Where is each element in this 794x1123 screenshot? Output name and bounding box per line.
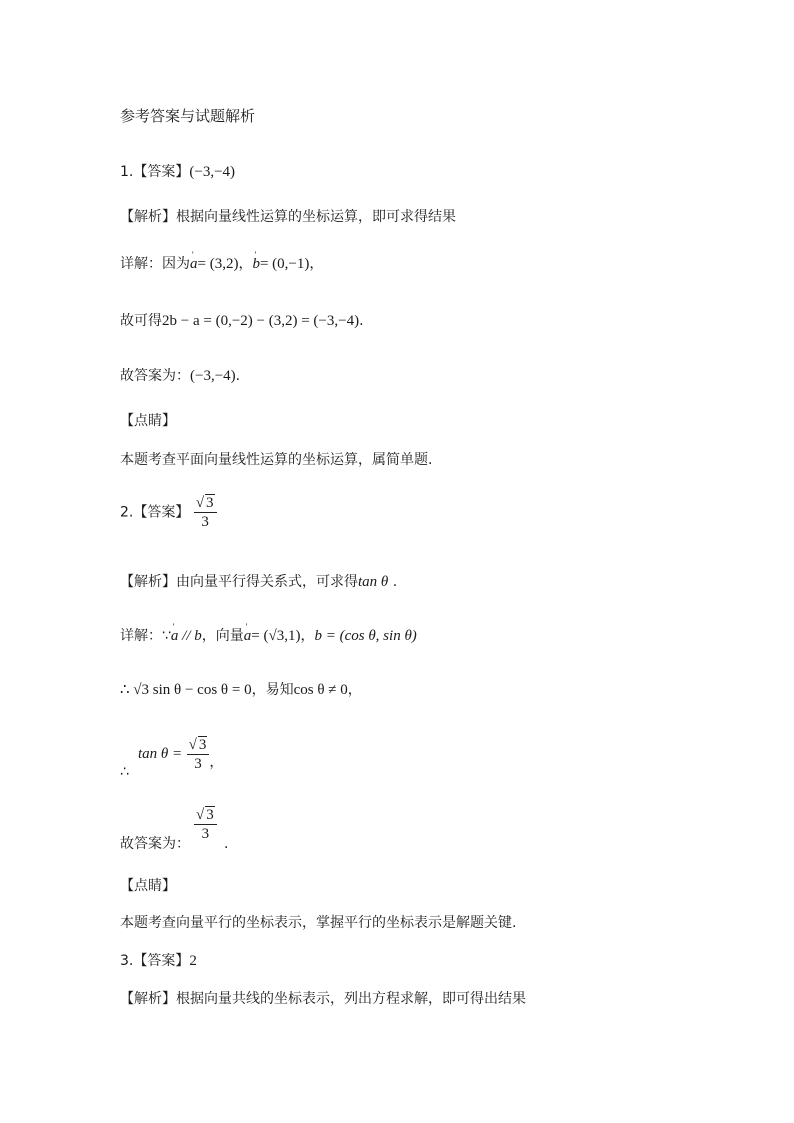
q2-a-equation: = (√3,1) (251, 628, 301, 644)
q2-step2-lhs: tan θ = (138, 746, 183, 762)
q2-analysis: 【解析】由向量平行得关系式，可求得 (120, 574, 358, 590)
q1-hence-expression: 2b − a = (0,−2) − (3,2) = (−3,−4) (162, 313, 360, 329)
q1-comment-title: 【点睛】 (120, 413, 176, 429)
q3-analysis: 【解析】根据向量共线的坐标表示，列出方程求解，即可得出结果 (120, 991, 526, 1007)
q2-step2-row: tan θ = $\frac{√ 3}{3}$ ， (138, 737, 224, 772)
page-heading: 参考答案与试题解析 (120, 107, 256, 125)
q3-answer-value: 2 (189, 953, 197, 969)
q2-analysis-row: 【解析】由向量平行得关系式，可求得tan θ . (120, 574, 398, 590)
q2-step1-row: ∴ √3 sin θ − cos θ = 0，易知cos θ ≠ 0， (120, 682, 362, 698)
q1-answer-row (120, 162, 235, 182)
vector-a: ' a (190, 254, 198, 274)
q1-b-equation: = (0,−1) (259, 256, 310, 272)
q3-answer-label: 3.【答案】 (120, 953, 190, 969)
q2-therefore: ∴ (120, 764, 129, 780)
q3-answer-row (120, 951, 197, 971)
q2-detail-row: 详解：∵' a // b，向量' a= (√3,1)，b = (cos θ, sin θ) (120, 626, 417, 646)
q2-comment: 本题考查向量平行的坐标表示，掌握平行的坐标表示是解题关键. (120, 915, 517, 931)
q2-step1-condition: cos θ ≠ 0 (293, 682, 348, 698)
q2-parallel: ' a // b (171, 626, 202, 646)
q2-detail-prefix: 详解：∵ (120, 628, 171, 644)
q2-comment-title: 【点睛】 (120, 878, 176, 894)
q2-vector-a: ' a (244, 626, 252, 646)
q2-answer-row (120, 494, 217, 531)
q2-vector-word: ，向量 (201, 628, 244, 644)
q2-step2-fraction: $\frac{√ 3}{3}$ (187, 736, 210, 773)
q2-analysis-math: tan θ (358, 574, 389, 590)
q1-final-value: (−3,−4) (190, 368, 236, 384)
q1-analysis: 【解析】根据向量线性运算的坐标运算，即可求得结果 (120, 209, 456, 225)
q1-answer-label: 1.【答案】 (120, 164, 190, 180)
q1-detail-prefix: 详解：因为 (120, 256, 190, 272)
q2-final-prefix: 故答案为： (120, 836, 190, 852)
q2-answer-label: 2.【答案】 (120, 504, 190, 521)
q1-final-prefix: 故答案为： (120, 368, 190, 384)
q1-final-row: 故答案为：(−3,−4). (120, 368, 241, 384)
q1-hence-prefix: 故可得 (120, 313, 162, 329)
q1-answer-value: (−3,−4) (189, 164, 236, 180)
q1-hence-row: 故可得2b − a = (0,−2) − (3,2) = (−3,−4). (120, 313, 364, 329)
q2-final-period: . (224, 836, 229, 852)
q1-comment: 本题考查平面向量线性运算的坐标运算，属简单题. (120, 452, 433, 468)
q2-answer-fraction: $\frac{√ 3}{3}$ (194, 494, 217, 531)
vector-b: ' b (252, 254, 260, 274)
q1-a-equation: = (3,2) (197, 256, 239, 272)
q2-b-equation: b = (cos θ, sin θ) (314, 628, 417, 644)
q2-step1-expression: ∴ √3 sin θ − cos θ = 0 (120, 682, 252, 698)
q1-detail-row: 详解：因为' a= (3,2)，' b= (0,−1)， (120, 254, 323, 274)
q2-step1-note: ，易知 (251, 682, 294, 698)
q2-final-fraction: $\frac{√ 3}{3}$ (194, 806, 217, 843)
